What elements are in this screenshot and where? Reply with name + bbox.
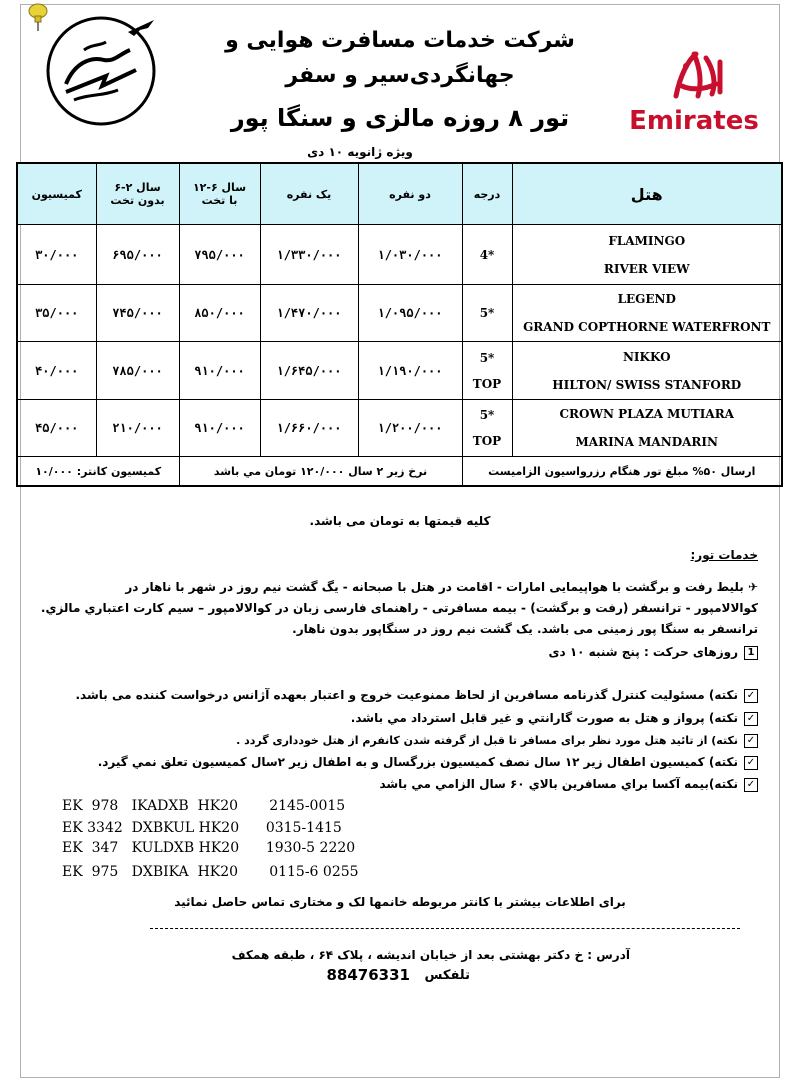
child-nobed-cell: ۷۸۵/۰۰۰ [96,342,179,400]
divider [150,928,740,929]
single-cell: ۱/۳۳۰/۰۰۰ [260,225,358,285]
hotel-cell: NIKKO HILTON/ SWISS STANFORD [512,342,782,400]
checkbox-icon: ✓ [744,712,758,726]
counter-commission: کمیسیون کانتر: ۱۰/۰۰۰ [17,457,179,487]
double-cell: ۱/۲۰۰/۰۰۰ [358,400,462,457]
checkbox-icon: ✓ [744,689,758,703]
child-bed-cell: ۸۵۰/۰۰۰ [179,285,260,342]
commission-cell: ۳۵/۰۰۰ [17,285,96,342]
child-bed-cell: ۹۱۰/۰۰۰ [179,342,260,400]
flight-line: EK 3342 DXBKUL HK20 0315-1415 [62,820,342,836]
telfax-label: تلفکس [424,968,470,983]
address-line: آدرس : خ دکتر بهشتی بعد از خیابان اندیشه ، پلاک ۶۴ ، طبقه همکف [231,948,630,962]
note-4: ✓نکته) کمیسیون اطفال زیر ۱۲ سال نصف کمیسیون بزرگسال و به اطفال زیر ۲سال کمیسیون تعلق نمي گيرد. [98,755,758,770]
grade-cell: 5* TOP [462,342,512,400]
note-2: ✓نکته) پرواز و هتل به صورت گارانتي و غير قابل استرداد مي باشد. [351,711,758,726]
prices-note: کلیه قیمتها به تومان می باشد. [309,514,491,528]
table-row [17,400,782,457]
deposit-note: ارسال ۵۰% مبلغ تور هنگام رزرواسیون الزامیست [462,457,782,487]
services-title: خدمات تور: [690,548,758,562]
header-commission: کمیسیون [17,163,96,225]
child-nobed-cell: ۲۱۰/۰۰۰ [96,400,179,457]
table-header-row [17,163,782,225]
hotel-cell: LEGEND GRAND COPTHORNE WATERFRONT [512,285,782,342]
tour-subtitle: ویژه ژانویه ۱۰ دی [307,145,413,159]
emirates-logo [624,46,764,146]
header-single: یک نفره [260,163,358,225]
service-line-1: ✈ بلیط رفت و برگشت با هواپیمایی امارات - اقامت در هتل با صبحانه - یگ گشت نیم روز در شهر با ناهار در [125,580,758,594]
child-bed-cell: ۷۹۵/۰۰۰ [179,225,260,285]
hotel-cell: FLAMINGO RIVER VIEW [512,225,782,285]
note-3: ✓نکته) از تائید هتل مورد نظر برای مسافر تا قبل از گرفته شدن کانفرم از هتل خودداری گردد . [236,734,758,748]
grade-cell: 4* [462,225,512,285]
child-nobed-cell: ۷۴۵/۰۰۰ [96,285,179,342]
telfax-number: 88476331 [326,966,410,984]
table-row [17,285,782,342]
contact-info: برای اطلاعات بیشتر با کانتر مربوطه خانمها لک و مختاری تماس حاصل نمائید [174,895,626,909]
single-cell: ۱/۴۷۰/۰۰۰ [260,285,358,342]
departure-line: 1روزهای حرکت : پنج شنبه ۱۰ دی [548,645,758,660]
emirates-calligraphy-icon [624,46,764,106]
commission-cell: ۴۰/۰۰۰ [17,342,96,400]
company-title-line1: شرکت خدمات مسافرت هوایی و [225,28,575,53]
infant-price: نرخ زیر ۲ سال ۱۲۰/۰۰۰ تومان مي باشد [179,457,462,487]
flight-line: EK 347 KULDXB HK20 1930-5 2220 [62,840,356,856]
checkbox-icon: ✓ [744,756,758,770]
grade-cell: 5* [462,285,512,342]
checkbox-icon: ✓ [744,734,758,748]
checkbox-icon: ✓ [744,778,758,792]
single-cell: ۱/۶۴۵/۰۰۰ [260,342,358,400]
double-cell: ۱/۰۳۰/۰۰۰ [358,225,462,285]
flight-line: EK 975 DXBIKA HK20 0115-6 0255 [62,864,359,880]
header-child-bed: ۱۲-۶ سال با تخت [179,163,260,225]
header-hotel: هتل [512,163,782,225]
grade-cell: 5* TOP [462,400,512,457]
table-row [17,342,782,400]
flight-line: EK 978 IKADXB HK20 2145-0015 [62,798,346,814]
double-cell: ۱/۱۹۰/۰۰۰ [358,342,462,400]
header-double: دو نفره [358,163,462,225]
service-line-2: کوالالامپور - ترانسفر (رفت و برگشت) - بیمه مسافرتی - راهنمای فارسی زبان در کوالالامپور – سیم کارت اعتباري مالزي. [40,601,758,615]
commission-cell: ۴۵/۰۰۰ [17,400,96,457]
table-footer-row [17,457,782,487]
company-logo [44,14,158,128]
table-row [17,225,782,285]
tour-title: تور ۸ روزه مالزی و سنگا پور [230,104,570,132]
double-cell: ۱/۰۹۵/۰۰۰ [358,285,462,342]
commission-cell: ۳۰/۰۰۰ [17,225,96,285]
company-title-line2: جهانگردی‌سیر و سفر [285,63,515,88]
hotel-cell: CROWN PLAZA MUTIARA MARINA MANDARIN [512,400,782,457]
price-table [16,162,783,487]
airplane-icon: ✈ [747,580,758,594]
note-5: ✓نکته)بیمه آکسا براي مسافرين بالاي ۶۰ سال الزامي مي باشد [379,777,758,792]
header-child-nobed: ۶-۲ سال بدون تخت [96,163,179,225]
note-1: ✓نکته) مسئولیت کنترل گذرنامه مسافرین از لحاظ ممنوعیت خروج و اعتبار بعهده آژانس درخواست کننده می باشد. [75,688,758,703]
emirates-wordmark: Emirates [629,106,759,136]
calendar-icon: 1 [744,646,758,660]
header-grade: درجه [462,163,512,225]
child-bed-cell: ۹۱۰/۰۰۰ [179,400,260,457]
single-cell: ۱/۶۶۰/۰۰۰ [260,400,358,457]
service-line-3: ترانسفر به سنگا پور زمینی می باشد. یک گشت نیم روز در سنگاپور بدون ناهار. [292,622,758,636]
child-nobed-cell: ۶۹۵/۰۰۰ [96,225,179,285]
